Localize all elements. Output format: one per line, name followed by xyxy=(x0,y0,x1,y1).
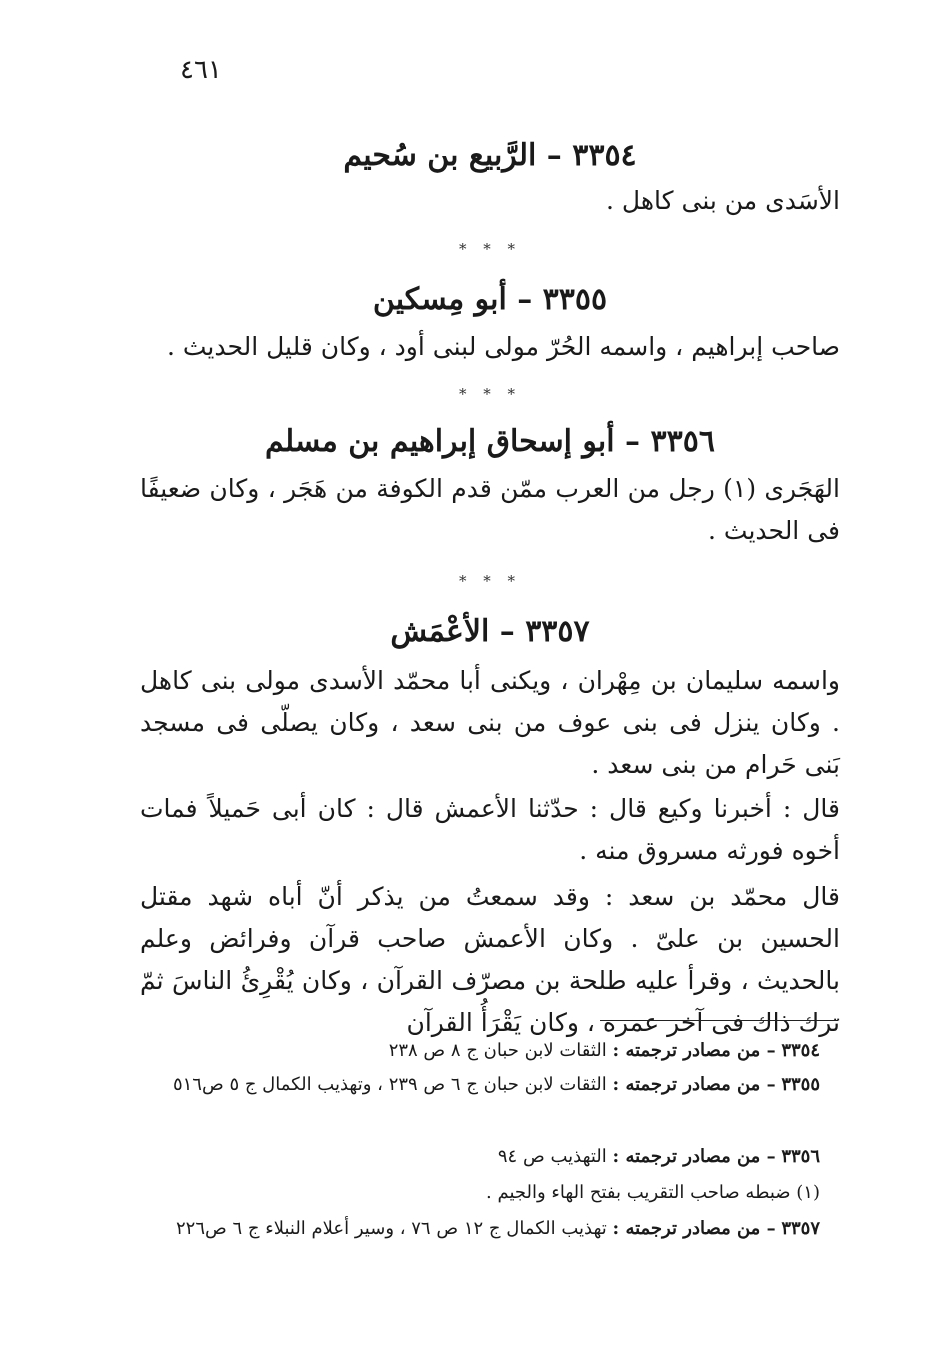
footnote-number: ٣٣٥٦ xyxy=(781,1146,820,1167)
page-number: ٤٦١ xyxy=(180,55,222,85)
separator-stars: * * * xyxy=(458,240,522,258)
entry-heading-3355: ٣٣٥٥ – أبو مِسكين xyxy=(372,282,608,317)
footnote-label: – من مصادر ترجمته : xyxy=(612,1074,776,1095)
entry-heading-3356: ٣٣٥٦ – أبو إسحاق إبراهيم بن مسلم xyxy=(265,424,715,459)
footnote-1 xyxy=(140,1178,820,1208)
footnote-3356 xyxy=(140,1142,820,1172)
entry-heading-3354: ٣٣٥٤ – الرَّبيع بن سُحيم xyxy=(343,138,637,173)
footnote-text: (١) ضبطه صاحب التقريب بفتح الهاء والجيم . xyxy=(486,1182,820,1203)
footnote-3354 xyxy=(140,1036,820,1066)
entry-text-3356: الهَجَرى (١) رجل من العرب ممّن قدم الكوفة من هَجَر ، وكان ضعيفًا فى الحديث . xyxy=(140,474,840,545)
entry-paragraph-1: واسمه سليمان بن مِهْران ، ويكنى أبا محمّد الأسدى مولى بنى كاهل . وكان ينزل فى بنى عوف من بنى سعد ، وكان يصلّى فى مسجد بَنى حَرام من بنى سعد . xyxy=(140,666,840,779)
separator-stars: * * * xyxy=(458,572,522,590)
entry-text-3354: الأسَدى من بنى كاهل . xyxy=(606,186,840,215)
footnote-number: ٣٣٥٧ xyxy=(781,1218,820,1239)
footnote-number: ٣٣٥٤ xyxy=(781,1040,820,1061)
footnote-3357 xyxy=(140,1214,820,1244)
entry-paragraph-3: قال محمّد بن سعد : وقد سمعتُ من يذكر أنّ أباه شهد مقتل الحسين بن علىّ . وكان الأعمش صاحب قرآن وفرائض وعلم بالحديث ، وقرأ عليه طلحة بن مصرّف القرآن ، وكان يُقْرِئُ الناسَ ثمّ ترك ذاك فى آخر عمره ، وكان يَقْرَأُ القرآن xyxy=(140,882,840,1037)
footnote-text: الثقات لابن حبان ج ٨ ص ٢٣٨ xyxy=(388,1040,607,1061)
footnote-label: – من مصادر ترجمته : xyxy=(612,1218,776,1239)
footnote-text: تهذيب الكمال ج ١٢ ص ٧٦ ، وسير أعلام النبلاء ج ٦ ص٢٢٦ xyxy=(176,1218,607,1239)
footnote-3355 xyxy=(140,1070,820,1100)
footnote-label: – من مصادر ترجمته : xyxy=(612,1146,776,1167)
separator-stars: * * * xyxy=(458,385,522,403)
entry-heading-3357: ٣٣٥٧ – الأعْمَش xyxy=(390,614,590,649)
footnote-label: – من مصادر ترجمته : xyxy=(612,1040,776,1061)
footnote-number: ٣٣٥٥ xyxy=(781,1074,820,1095)
footnote-text: الثقات لابن حبان ج ٦ ص ٢٣٩ ، وتهذيب الكمال ج ٥ ص٥١٦ xyxy=(172,1074,607,1095)
entry-paragraph-2: قال : أخبرنا وكيع قال : حدّثنا الأعمش قال : كان أبى حَميلاً فمات أخوه فورثه مسروق منه . xyxy=(140,794,840,865)
entry-text-3355: صاحب إبراهيم ، واسمه الحُرّ مولى لبنى أود ، وكان قليل الحديث . xyxy=(166,332,840,361)
footnote-text: التهذيب ص ٩٤ xyxy=(497,1146,607,1167)
footnote-divider xyxy=(600,1020,838,1021)
